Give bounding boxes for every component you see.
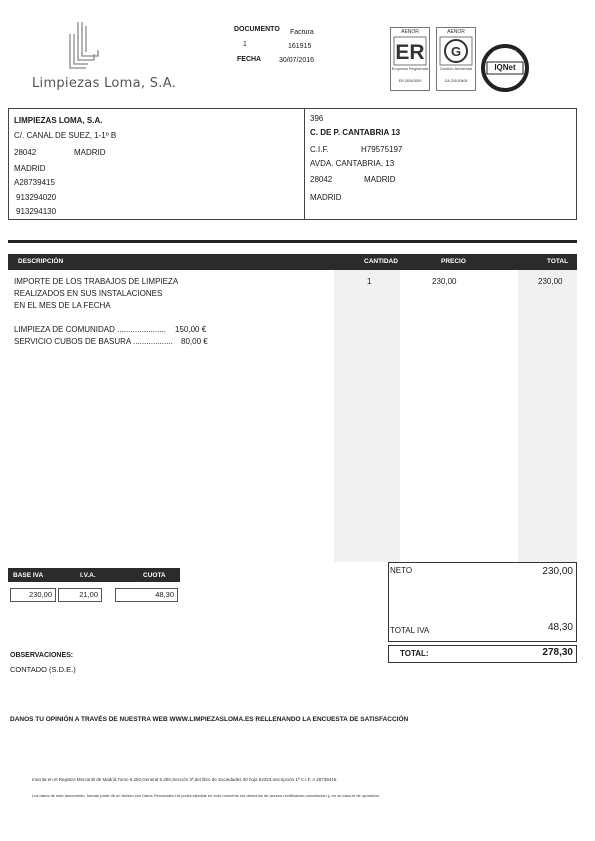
- total-column-shade: [518, 270, 577, 562]
- document-type: Factura: [290, 29, 314, 36]
- issuer-city: MADRID: [74, 148, 106, 157]
- aenor-ga-certificate-icon: AENOR G Gestión Ambiental GA-2010/0406: [436, 27, 476, 91]
- company-logo-text: Limpiezas Loma, S.A.: [32, 76, 177, 91]
- customer-cif-label: C.I.F.: [310, 145, 329, 154]
- item-description-line: IMPORTE DE LOS TRABAJOS DE LIMPIEZA: [14, 277, 179, 286]
- item-description-line: REALIZADOS EN SUS INSTALACIONES: [14, 289, 163, 298]
- item-description-line: EN EL MES DE LA FECHA: [14, 301, 111, 310]
- iva-cuota-cell: 48,30: [115, 588, 178, 602]
- customer-province: MADRID: [310, 193, 342, 202]
- iva-base-cell: 230,00: [10, 588, 56, 602]
- detail-amount-comunidad: 150,00 €: [175, 325, 207, 334]
- header-cantidad: CANTIDAD: [364, 258, 398, 265]
- iva-pct-cell: 21,00: [58, 588, 102, 602]
- document-label: DOCUMENTO: [234, 26, 280, 33]
- total-iva-label: TOTAL IVA: [390, 626, 430, 635]
- svg-text:G: G: [450, 44, 462, 59]
- issuer-phone: 913294020: [16, 193, 57, 202]
- item-description: [14, 276, 178, 312]
- issuer-fax: 913294130: [16, 207, 57, 216]
- svg-text:ER: ER: [395, 41, 425, 64]
- table-top-rule: [8, 240, 577, 243]
- detail-line-basura: SERVICIO CUBOS DE BASURA ..................: [14, 337, 174, 346]
- document-number: 161915: [288, 43, 312, 50]
- iva-header-base: BASE IVA: [13, 572, 44, 579]
- detail-line-comunidad: LIMPIEZA DE COMUNIDAD ......................: [14, 325, 167, 334]
- iva-header-iva: I.V.A.: [80, 572, 96, 579]
- customer-code: 396: [310, 114, 324, 123]
- header-precio: PRECIO: [441, 258, 466, 265]
- aenor-er-certificate-icon: AENOR ER Empresa Registrada ER-1834/2000: [390, 27, 430, 91]
- customer-postcode: 28042: [310, 175, 333, 184]
- observaciones-label: OBSERVACIONES:: [10, 652, 74, 659]
- iva-header-cuota: CUOTA: [143, 572, 166, 579]
- issuer-name: LIMPIEZAS LOMA, S.A.: [14, 116, 103, 125]
- neto-label: NETO: [390, 566, 413, 575]
- item-quantity: 1: [367, 277, 372, 286]
- observaciones-text: CONTADO (S.D.E.): [10, 665, 76, 674]
- header-total: TOTAL: [547, 258, 569, 265]
- issuer-street: C/. CANAL DE SUEZ, 1-1º B: [14, 131, 117, 140]
- iqnet-certificate-icon: [481, 44, 529, 92]
- grand-total-label: TOTAL:: [400, 649, 429, 658]
- document-series: 1: [243, 41, 247, 48]
- survey-message: DANOS TU OPINIÓN A TRAVÉS DE NUESTRA WEB WWW.LIMPIEZASLOMA.ES RELLENANDO LA ENCUESTA DE SATISFACCIÓN: [10, 716, 409, 723]
- customer-street: AVDA. CANTABRIA, 13: [310, 159, 395, 168]
- issuer-postcode: 28042: [14, 148, 37, 157]
- address-divider: [304, 108, 305, 220]
- customer-name: C. DE P. CANTABRIA 13: [310, 128, 401, 137]
- header-descripcion: DESCRIPCIÓN: [18, 258, 64, 265]
- customer-city: MADRID: [364, 175, 396, 184]
- cantidad-column-shade: [334, 270, 400, 562]
- item-total: 230,00: [538, 277, 563, 286]
- table-header: [8, 254, 577, 270]
- customer-cif: H79575197: [361, 145, 403, 154]
- iqnet-ring-text: CERTIFICATE: [493, 50, 517, 54]
- issuer-cif: A28739415: [14, 178, 55, 187]
- privacy-note: Los datos de este documento, forman parte de un fichero con Datos Personales.Ud podrá ejercitar en todo momento los derechos de acceso,rectificación,cancelación y, en su caso,el de oposición.: [32, 793, 380, 798]
- grand-total-value: 278,30: [542, 647, 573, 658]
- company-logo-icon: [64, 20, 102, 72]
- issuer-province: MADRID: [14, 164, 46, 173]
- registry-note: Inscrita en el Registro Mercantil de Madrid,Tomo 6.250,General 5.280,Sección 3ª,del libro de Sociedades 30 hoja 52323,Inscripción 1ª C.I.F. A 28739415.: [32, 777, 338, 782]
- document-date: 30/07/2016: [279, 57, 315, 64]
- iqnet-brand-text: IQNet: [494, 63, 516, 72]
- date-label: FECHA: [237, 56, 262, 63]
- detail-amount-basura: 80,00 €: [181, 337, 208, 346]
- total-iva-value: 48,30: [547, 622, 573, 633]
- neto-value: 230,00: [542, 566, 573, 577]
- item-price: 230,00: [432, 277, 457, 286]
